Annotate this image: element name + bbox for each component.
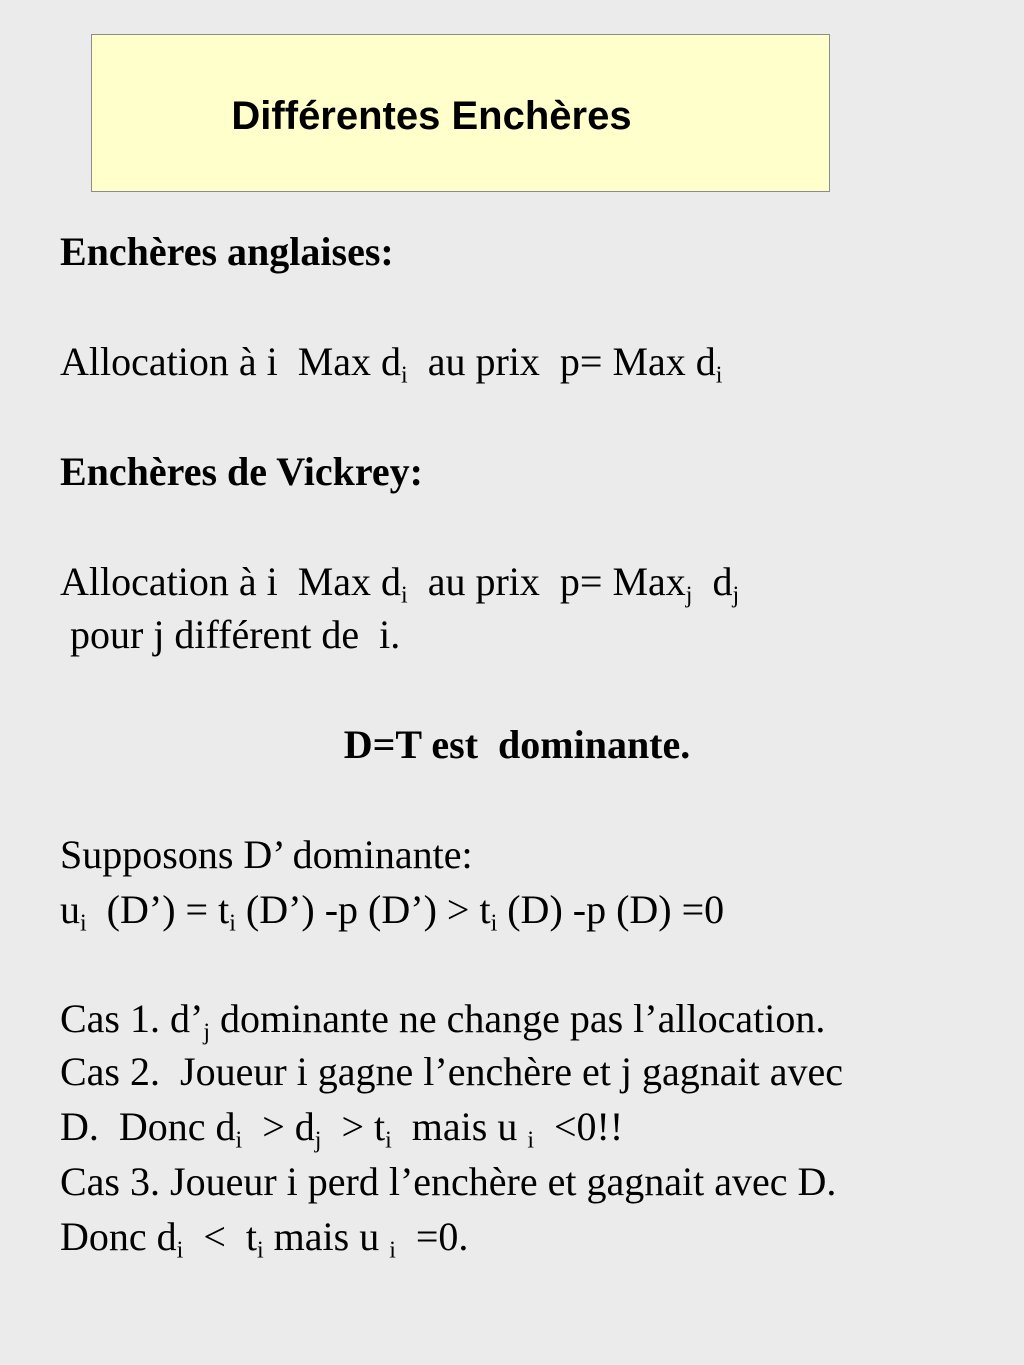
english-allocation-line: Allocation à i Max $d_i$ au prix p= Max $d_i$ (60, 339, 723, 389)
dominant-statement: D=T est dominante. (343, 722, 691, 767)
proof-suppose-line: Supposons D’ dominante: (60, 832, 473, 877)
vickrey-condition-line: pour j différent de i. (60, 612, 401, 657)
slide-title: Différentes Enchères (231, 94, 632, 138)
case-1-line: Cas 1. $d’_j$ dominante ne change pas l’allocation. (60, 996, 826, 1046)
heading-vickrey-auction: Enchères de Vickrey: (60, 449, 423, 494)
case-2-line-1: Cas 2. Joueur i gagne l’enchère et j gagnait avec (60, 1049, 844, 1094)
vickrey-allocation-line: Allocation à i Max $d_i$ au prix p= Max$_j$ $d_j$ (60, 559, 740, 609)
title-box (91, 34, 830, 192)
heading-english-auction: Enchères anglaises: (60, 229, 394, 274)
case-3-line-1: Cas 3. Joueur i perd l’enchère et gagnait avec D. (60, 1159, 837, 1204)
case-2-line-2: D. Donc $d_i > d_j > t_i$ mais u $_i$ <0!! (60, 1104, 624, 1154)
proof-utility-line: $u_i$ (D’) = $t_i$ (D’) -p (D’) > $t_i$ (D) -p (D) =0 (60, 887, 725, 937)
case-3-line-2: Donc $d_i < t_i$ mais u $_i$ =0. (60, 1214, 469, 1264)
